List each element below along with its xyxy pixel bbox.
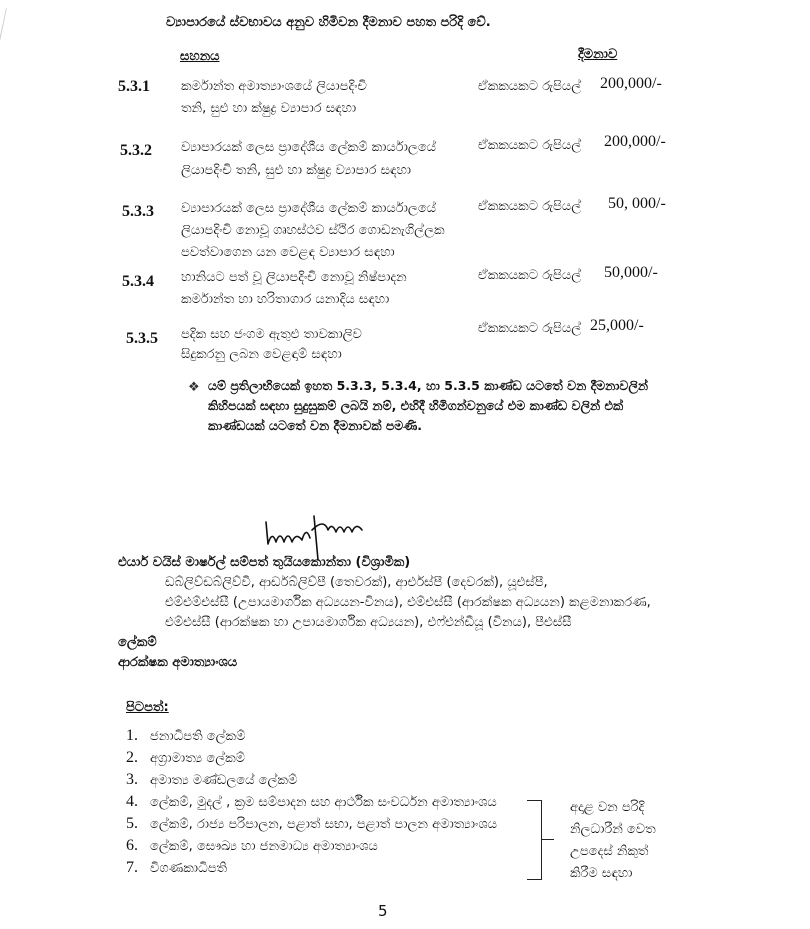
copy-item-number: 1. bbox=[126, 727, 138, 744]
amount-label: ඒකකයකට රුපියල් bbox=[478, 138, 582, 153]
copy-item-number: 5. bbox=[126, 815, 138, 832]
copy-item-number: 2. bbox=[126, 749, 138, 766]
item-line: හානියට පත් වූ ලියාපදිංචි නොවූ නිෂ්පාදන bbox=[181, 270, 407, 285]
note-line: කාණ්ඩයක් යටතේ වන දීමනාවක් පමණි. bbox=[208, 418, 423, 433]
header-allowance: දීමනාව bbox=[578, 47, 618, 62]
item-number: 5.3.3 bbox=[122, 203, 154, 220]
scan-edge-line bbox=[0, 8, 7, 145]
signatory-ministry: ආරක්ෂක අමාත්‍යාංශය bbox=[118, 655, 238, 670]
copy-item bbox=[126, 837, 378, 856]
right-bracket bbox=[527, 800, 542, 880]
item-line: ව්‍යාපාරයක් ලෙස ප්‍රාදේශීය ලේකම් කාර්යාලයේ bbox=[181, 201, 437, 216]
copy-item-text: ලේකම්, රාජ්‍ය පරිපාලන, පළාත් සභා, පළාත් පාලන අමාත්‍යාංශය bbox=[150, 817, 497, 832]
bracket-note-line: අදාළ වන පරිදි bbox=[570, 800, 645, 815]
signatory-qualification: එම්එම්එස්සී (උපායමාර්ගික අධ්‍යයන-විනය), එම්එස්සී (ආරක්ෂක අධ්‍යයන) කළමනාකරණ, bbox=[165, 595, 651, 610]
copy-item-number: 6. bbox=[126, 837, 138, 854]
copy-item-number: 7. bbox=[126, 859, 138, 876]
signatory-qualification: එම්එස්සී (ආරක්ෂක හා උපායමාර්ගික අධ්‍යයන), එෆ්එන්ඩීයූ (විනය), පීඑස්සී bbox=[165, 615, 572, 630]
note-line: කිහිපයක් සඳහා සුදුසුකම් ලබයි නම්, එහිදී හිමිගන්වනුයේ එම කාණ්ඩ වලින් එක් bbox=[208, 398, 624, 413]
bracket-note-line: කිරීම සඳහා bbox=[570, 866, 633, 881]
copy-item bbox=[126, 793, 497, 812]
item-line: ලියාපදිංචි තනි, සුළු හා ක්ෂුද්‍ර ව්‍යාපාර සඳහා bbox=[181, 163, 412, 178]
signatory-name: එයාර් වයිස් මාර්ෂල් සම්පත් තුයියකොන්තා (විශ්‍රාමික) bbox=[118, 555, 411, 570]
copy-item bbox=[126, 815, 497, 834]
item-line: ව්‍යාපාරයක් ලෙස ප්‍රාදේශීය ලේකම් කාර්යාලයේ bbox=[181, 140, 437, 155]
signatory-qualification: ඩබ්ලිව්ඩබ්ලිව්වී, ආර්ඩබ්ලිව්පී (තෙවරක්), ආර්එස්පී (දෙවරක්), යූඑස්පී, bbox=[165, 575, 548, 590]
diamond-bullet-icon: ❖ bbox=[188, 380, 200, 395]
page-number: 5 bbox=[378, 902, 388, 920]
copy-item-number: 4. bbox=[126, 793, 138, 810]
item-number: 5.3.5 bbox=[126, 330, 158, 347]
copy-item-text: අග්‍රාමාත්‍ය ලේකම් bbox=[150, 751, 246, 766]
intro-text: ව්‍යාපාරයේ ස්වභාවය අනුව හිමිවන දීමනාව පහත පරිදි වේ. bbox=[166, 15, 491, 30]
amount-label: ඒකකයකට රුපියල් bbox=[478, 79, 582, 94]
copy-item-text: අමාත්‍ය මණ්ඩලයේ ලේකම් bbox=[150, 773, 298, 788]
amount-label: ඒකකයකට රුපියල් bbox=[478, 268, 582, 283]
item-number: 5.3.2 bbox=[120, 142, 152, 159]
item-line: පදික සහ ජංගම ඇතුළු තාවකාලිව bbox=[181, 327, 362, 342]
item-number: 5.3.1 bbox=[118, 78, 150, 95]
amount-value: 200,000/- bbox=[604, 133, 666, 150]
note-line: යම් ප්‍රතිලාභියෙක් ඉහත 5.3.3, 5.3.4, හා 5.3.5 කාණ්ඩ යටතේ වන දීමනාවලින් bbox=[208, 378, 649, 393]
signatory-title: ලේකම් bbox=[118, 635, 157, 650]
bracket-note-line: උපදෙස් නිකුත් bbox=[570, 844, 649, 859]
amount-label: ඒකකයකට රුපියල් bbox=[478, 321, 582, 336]
item-number: 5.3.4 bbox=[122, 273, 154, 290]
copies-heading: පිටපත්: bbox=[126, 700, 169, 715]
item-line: කර්මාන්ත අමාත්‍යාංශයේ ලියාපදිංචි bbox=[181, 79, 367, 94]
bracket-tick bbox=[542, 839, 554, 840]
item-line: සිදුකරනු ලබන වෙළඳාම් සඳහා bbox=[181, 347, 342, 362]
amount-label: ඒකකයකට රුපියල් bbox=[478, 199, 582, 214]
copy-item bbox=[126, 859, 227, 878]
copy-item-text: ජනාධිපති ලේකම් bbox=[150, 729, 246, 744]
item-line: කර්මාන්ත හා හරිතාගාර යනාදිය සඳහා bbox=[181, 292, 390, 307]
amount-value: 25,000/- bbox=[590, 317, 644, 334]
copy-item-text: ලේකම්, මුදල් , ක්‍රම සම්පාදන සහ ආර්ථික සංවර්ධන අමාත්‍යාංශය bbox=[150, 795, 497, 810]
copy-item-text: විගණකාධිපති bbox=[150, 861, 228, 876]
copy-item-text: ලේකම්, සෞඛ්‍ය හා ජනමාධ්‍ය අමාත්‍යාංශය bbox=[150, 839, 378, 854]
bracket-note-line: නිලධාරීන් වෙත bbox=[570, 822, 656, 837]
item-line: තනි, සුළු හා ක්ෂුද්‍ර ව්‍යාපාර සඳහා bbox=[181, 101, 357, 116]
copy-item bbox=[126, 771, 297, 790]
item-line: පවත්වාගෙන යන වෙළඳ ව්‍යාපාර සඳහා bbox=[181, 245, 395, 260]
amount-value: 200,000/- bbox=[600, 75, 662, 92]
item-line: ලියාපදිංචි නොවූ ගෘහස්ථව ස්ථිර ගොඩනැගිල්ලක bbox=[181, 223, 445, 238]
amount-value: 50,000/- bbox=[604, 264, 658, 281]
copy-item-number: 3. bbox=[126, 771, 138, 788]
copy-item bbox=[126, 749, 245, 768]
amount-value: 50, 000/- bbox=[608, 195, 666, 212]
copy-item bbox=[126, 727, 245, 746]
header-relief: සහනය bbox=[180, 49, 220, 64]
